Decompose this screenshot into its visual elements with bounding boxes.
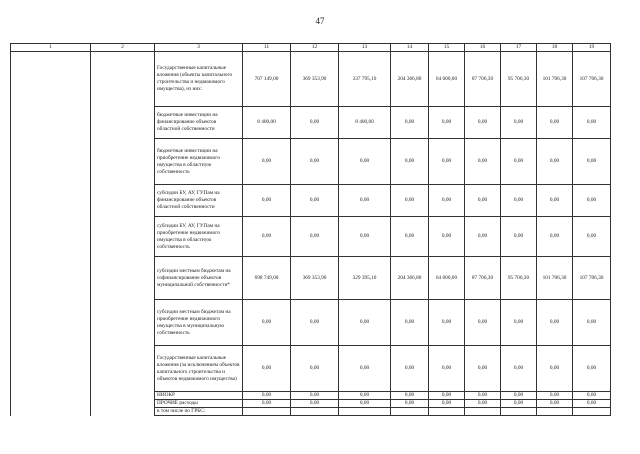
value-cell: 0,00: [573, 346, 611, 392]
value-cell: 369 353,90: [291, 257, 339, 300]
table-row: [11, 400, 611, 408]
value-cell: 107 706,30: [573, 52, 611, 107]
value-cell: 0,00: [537, 185, 573, 217]
value-cell: 95 706,30: [501, 257, 537, 300]
table-row: [11, 392, 611, 400]
column-header: 14: [391, 44, 429, 52]
row-description: в том числе по ГРБС:: [155, 408, 243, 416]
value-cell: 0,00: [291, 300, 339, 346]
value-cell: 0,00: [537, 400, 573, 408]
value-cell: 0,00: [537, 346, 573, 392]
column-header: 19: [573, 44, 611, 52]
empty-cell: [11, 392, 91, 400]
value-cell: 0,00: [465, 300, 501, 346]
value-cell: 0,00: [391, 346, 429, 392]
row-description: Государственные капитальные вложения (объекты капитального строительства и недвижимого имущества), из них:: [155, 52, 243, 107]
value-cell: 0,00: [339, 400, 391, 408]
empty-cell: [11, 257, 91, 300]
value-cell: [573, 408, 611, 416]
header-row: [11, 44, 611, 52]
column-header: 12: [291, 44, 339, 52]
value-cell: 329 395,10: [339, 257, 391, 300]
value-cell: 0,00: [429, 185, 465, 217]
value-cell: 0,00: [573, 107, 611, 139]
value-cell: 87 706,30: [465, 52, 501, 107]
value-cell: 0,00: [537, 300, 573, 346]
value-cell: 64 000,00: [429, 257, 465, 300]
table-row: [11, 408, 611, 416]
table-row: [11, 107, 611, 139]
value-cell: [243, 408, 291, 416]
value-cell: 0,00: [291, 392, 339, 400]
value-cell: 0,00: [429, 217, 465, 257]
value-cell: 0,00: [537, 107, 573, 139]
value-cell: 0,00: [391, 107, 429, 139]
value-cell: 0,00: [465, 392, 501, 400]
empty-cell: [11, 185, 91, 217]
value-cell: 0,00: [573, 185, 611, 217]
value-cell: 0,00: [291, 346, 339, 392]
value-cell: 101 706,30: [537, 52, 573, 107]
column-header: 13: [339, 44, 391, 52]
column-header: 16: [465, 44, 501, 52]
expenditure-table: [10, 43, 611, 416]
value-cell: 0,00: [465, 346, 501, 392]
value-cell: 0,00: [537, 392, 573, 400]
value-cell: [429, 408, 465, 416]
value-cell: 0,00: [243, 400, 291, 408]
empty-cell: [91, 257, 155, 300]
column-header: 2: [91, 44, 155, 52]
value-cell: 204 366,80: [391, 257, 429, 300]
row-description: бюджетные инвестиции на приобретение недвижимого имущества в областную собственность: [155, 139, 243, 185]
value-cell: [465, 408, 501, 416]
value-cell: 0,00: [429, 392, 465, 400]
value-cell: 87 706,30: [465, 257, 501, 300]
empty-cell: [91, 400, 155, 408]
value-cell: 337 795,10: [339, 52, 391, 107]
value-cell: 0,00: [429, 346, 465, 392]
row-description: субсидии БУ, АУ, ГУПам на финансирование объектов областной собственности: [155, 185, 243, 217]
value-cell: 0,00: [291, 217, 339, 257]
value-cell: 8 400,00: [243, 107, 291, 139]
value-cell: 0,00: [501, 139, 537, 185]
row-description: субсидии местным бюджетам на софинансирование объектов муниципальной собственности*: [155, 257, 243, 300]
value-cell: 0,00: [391, 300, 429, 346]
value-cell: 0,00: [291, 185, 339, 217]
value-cell: 0,00: [391, 392, 429, 400]
value-cell: 204 366,80: [391, 52, 429, 107]
page-number: 47: [315, 16, 325, 26]
value-cell: [537, 408, 573, 416]
value-cell: 0,00: [501, 217, 537, 257]
value-cell: 0,00: [465, 400, 501, 408]
value-cell: 0,00: [243, 346, 291, 392]
value-cell: 0,00: [243, 300, 291, 346]
value-cell: 0,00: [339, 346, 391, 392]
value-cell: 0,00: [465, 185, 501, 217]
empty-cell: [11, 107, 91, 139]
table-row: [11, 139, 611, 185]
empty-cell: [91, 217, 155, 257]
value-cell: 0,00: [339, 185, 391, 217]
value-cell: 707 149,00: [243, 52, 291, 107]
empty-cell: [11, 408, 91, 416]
row-description: субсидии БУ, АУ, ГУПам на приобретение недвижимого имущества в областную собственность: [155, 217, 243, 257]
empty-cell: [91, 185, 155, 217]
value-cell: 0,00: [391, 400, 429, 408]
value-cell: 0,00: [291, 139, 339, 185]
value-cell: 0,00: [537, 217, 573, 257]
value-cell: 0,00: [573, 300, 611, 346]
value-cell: 0,00: [339, 217, 391, 257]
column-header: 17: [501, 44, 537, 52]
row-description: НИОКР: [155, 392, 243, 400]
empty-cell: [91, 346, 155, 392]
value-cell: 0,00: [243, 392, 291, 400]
value-cell: 0,00: [339, 139, 391, 185]
table-row: [11, 257, 611, 300]
empty-cell: [11, 139, 91, 185]
value-cell: 0,00: [339, 392, 391, 400]
empty-cell: [11, 400, 91, 408]
empty-cell: [91, 392, 155, 400]
value-cell: 0,00: [465, 217, 501, 257]
value-cell: 8 400,00: [339, 107, 391, 139]
value-cell: 0,00: [573, 139, 611, 185]
value-cell: 0,00: [429, 107, 465, 139]
column-header: 18: [537, 44, 573, 52]
column-header: 3: [155, 44, 243, 52]
empty-cell: [91, 408, 155, 416]
value-cell: 0,00: [501, 400, 537, 408]
value-cell: 0,00: [429, 300, 465, 346]
value-cell: 0,00: [501, 107, 537, 139]
row-description: Государственные капитальные вложения (за исключением объектов капитального строительства и объектов недвижимого имущества): [155, 346, 243, 392]
value-cell: [291, 408, 339, 416]
column-header: 15: [429, 44, 465, 52]
row-description: ПРОЧИЕ расходы: [155, 400, 243, 408]
empty-cell: [91, 139, 155, 185]
column-header: 11: [243, 44, 291, 52]
value-cell: [501, 408, 537, 416]
empty-cell: [11, 52, 91, 107]
value-cell: 0,00: [429, 139, 465, 185]
value-cell: 0,00: [243, 185, 291, 217]
value-cell: [339, 408, 391, 416]
empty-cell: [11, 346, 91, 392]
value-cell: 107 706,30: [573, 257, 611, 300]
value-cell: 0,00: [339, 300, 391, 346]
value-cell: 0,00: [391, 185, 429, 217]
value-cell: [391, 408, 429, 416]
value-cell: 0,00: [501, 392, 537, 400]
value-cell: 101 706,30: [537, 257, 573, 300]
value-cell: 0,00: [429, 400, 465, 408]
value-cell: 0,00: [465, 139, 501, 185]
value-cell: 0,00: [465, 107, 501, 139]
table-row: [11, 52, 611, 107]
value-cell: 64 000,00: [429, 52, 465, 107]
value-cell: 0,00: [243, 217, 291, 257]
column-header: 1: [11, 44, 91, 52]
row-description: субсидии местным бюджетам на приобретение недвижимого имущества в муниципальную собственность: [155, 300, 243, 346]
value-cell: 0,00: [573, 392, 611, 400]
value-cell: 0,00: [291, 107, 339, 139]
value-cell: 95 706,30: [501, 52, 537, 107]
value-cell: 0,00: [573, 400, 611, 408]
table-row: [11, 185, 611, 217]
value-cell: 0,00: [501, 185, 537, 217]
table-row: [11, 300, 611, 346]
empty-cell: [91, 107, 155, 139]
empty-cell: [91, 300, 155, 346]
value-cell: 0,00: [573, 217, 611, 257]
table-row: [11, 217, 611, 257]
empty-cell: [11, 300, 91, 346]
value-cell: 0,00: [391, 217, 429, 257]
table-row: [11, 346, 611, 392]
value-cell: 0,00: [391, 139, 429, 185]
value-cell: 0,00: [537, 139, 573, 185]
value-cell: 369 353,90: [291, 52, 339, 107]
empty-cell: [11, 217, 91, 257]
row-description: бюджетные инвестиции на финансирование объектов областной собственности: [155, 107, 243, 139]
value-cell: 0,00: [501, 346, 537, 392]
value-cell: 0,00: [501, 300, 537, 346]
value-cell: 0,00: [291, 400, 339, 408]
empty-cell: [91, 52, 155, 107]
value-cell: 698 749,00: [243, 257, 291, 300]
value-cell: 0,00: [243, 139, 291, 185]
